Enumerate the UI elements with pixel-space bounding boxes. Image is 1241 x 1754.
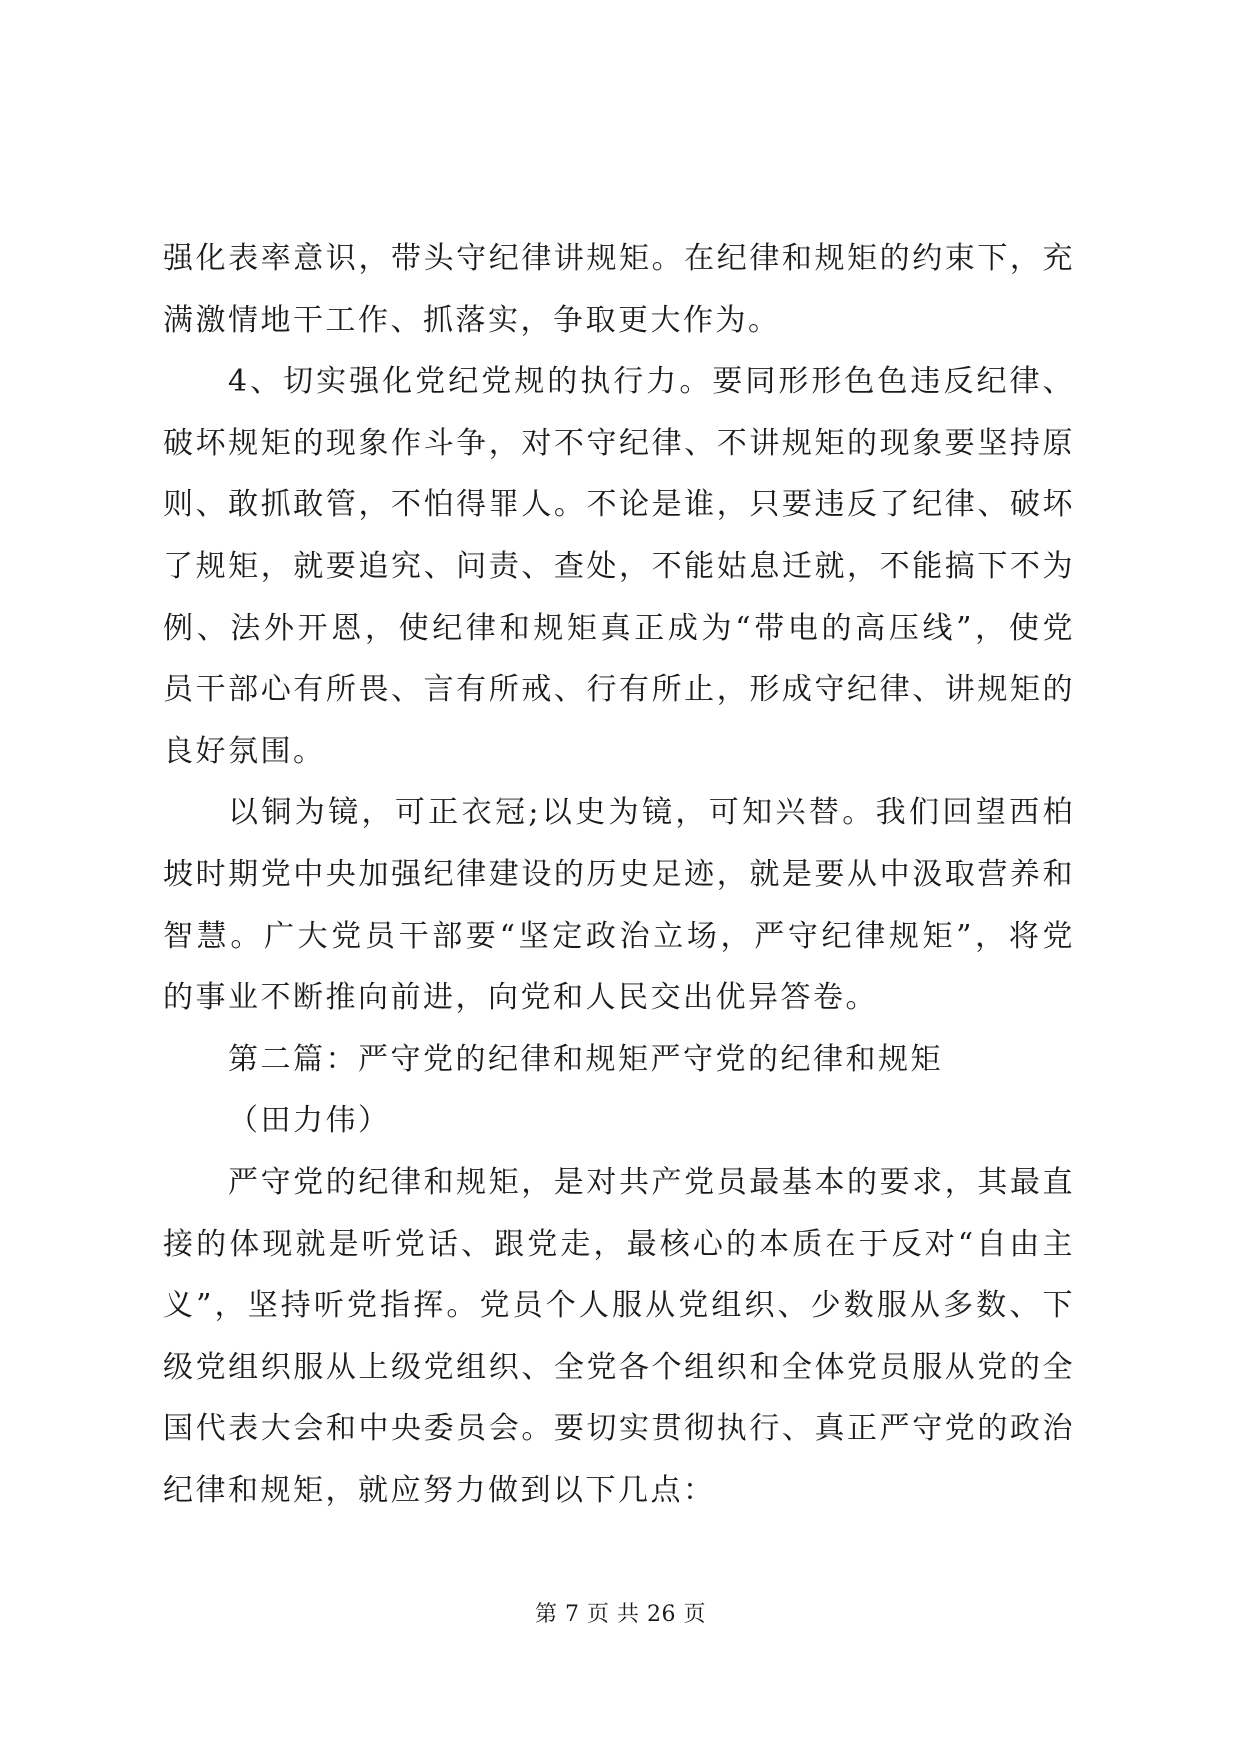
paragraph-point-4: 4、切实强化党纪党规的执行力。要同形形色色违反纪律、破坏规矩的现象作斗争，对不守纪律、不讲规矩的现象要坚持原则、敢抓敢管，不怕得罪人。不论是谁，只要违反了纪律、破坏了规矩，就要追究、问责、查处，不能姑息迁就，不能搞下不为例、法外开恩，使纪律和规矩真正成为“带电的高压线”，使党员干部心有所畏、言有所戒、行有所止，形成守纪律、讲规矩的良好氛围。 <box>163 364 1075 769</box>
paragraph-intro: 严守党的纪律和规矩，是对共产党员最基本的要求，其最直接的体现就是听党话、跟党走，最核心的本质在于反对“自由主义”，坚持听党指挥。党员个人服从党组织、少数服从多数、下级党组织服从上级党组织、全党各个组织和全体党员服从党的全国代表大会和中央委员会。要切实贯彻执行、真正严守党的政治纪律和规矩，就应努力做到以下几点： <box>163 1164 1075 1508</box>
author-line: （田力伟） <box>228 1103 391 1139</box>
document-body <box>163 228 1075 1521</box>
paragraph-continuation: 强化表率意识，带头守纪律讲规矩。在纪律和规矩的约束下，充满激情地干工作、抓落实，争取更大作为。 <box>163 241 1075 338</box>
page-number-footer: 第 7 页 共 26 页 <box>535 1602 706 1627</box>
section-heading: 第二篇：严守党的纪律和规矩严守党的纪律和规矩 <box>228 1041 943 1077</box>
paragraph-conclusion: 以铜为镜，可正衣冠;以史为镜，可知兴替。我们回望西柏坡时期党中央加强纪律建设的历史足迹，就是要从中汲取营养和智慧。广大党员干部要“坚定政治立场，严守纪律规矩”，将党的事业不断推向前进，向党和人民交出优异答卷。 <box>163 795 1075 1016</box>
